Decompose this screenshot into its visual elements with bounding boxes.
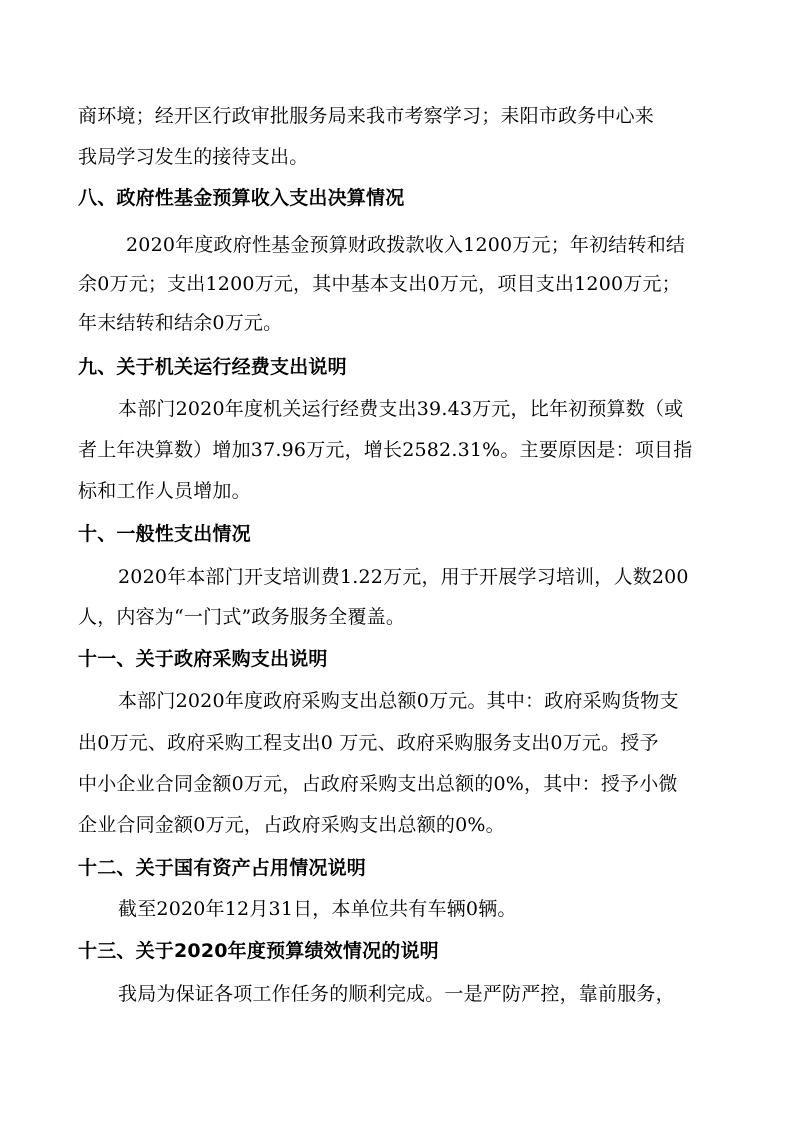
paragraph-line: 2020年本部门开支培训费1.22万元，用于开展学习培训，人数200 xyxy=(118,566,689,588)
paragraph-line: 我局学习发生的接待支出。 xyxy=(78,146,309,168)
paragraph-line: 余0万元；支出1200万元，其中基本支出0万元，项目支出1200万元； xyxy=(78,273,681,295)
paragraph-line: 截至2020年12月31日，本单位共有车辆0辆。 xyxy=(118,898,517,920)
paragraph-line: 2020年度政府性基金预算财政拨款收入1200万元；年初结转和结 xyxy=(126,234,686,256)
section-heading-9: 九、关于机关运行经费支出说明 xyxy=(78,356,347,378)
paragraph-line: 出0万元、政府采购工程支出0 万元、政府采购服务支出0万元。授予 xyxy=(78,732,659,754)
paragraph-line: 本部门2020年度政府采购支出总额0万元。其中：政府采购货物支 xyxy=(118,690,679,712)
paragraph-line: 本部门2020年度机关运行经费支出39.43万元，比年初预算数（或 xyxy=(118,398,684,420)
section-heading-11: 十一、关于政府采购支出说明 xyxy=(78,648,328,670)
paragraph-line: 商环境；经开区行政审批服务局来我市考察学习；耒阳市政务中心来 xyxy=(78,105,655,127)
paragraph-line: 中小企业合同金额0万元，占政府采购支出总额的0%，其中：授予小微 xyxy=(78,773,678,795)
paragraph-line: 人，内容为“一门式”政务服务全覆盖。 xyxy=(78,606,406,628)
section-heading-8: 八、政府性基金预算收入支出决算情况 xyxy=(78,187,405,209)
paragraph-line: 我局为保证各项工作任务的顺利完成。一是严防严控，靠前服务， xyxy=(118,983,675,1005)
paragraph-line: 标和工作人员增加。 xyxy=(78,480,251,502)
section-heading-13: 十三、关于2020年度预算绩效情况的说明 xyxy=(78,940,439,962)
section-heading-10: 十、一般性支出情况 xyxy=(78,523,251,545)
paragraph-line: 者上年决算数）增加37.96万元，增长2582.31%。主要原因是：项目指 xyxy=(78,439,693,461)
paragraph-line: 年末结转和结余0万元。 xyxy=(78,312,283,334)
paragraph-line: 企业合同金额0万元，占政府采购支出总额的0%。 xyxy=(78,814,505,836)
section-heading-12: 十二、关于国有资产占用情况说明 xyxy=(78,857,367,879)
